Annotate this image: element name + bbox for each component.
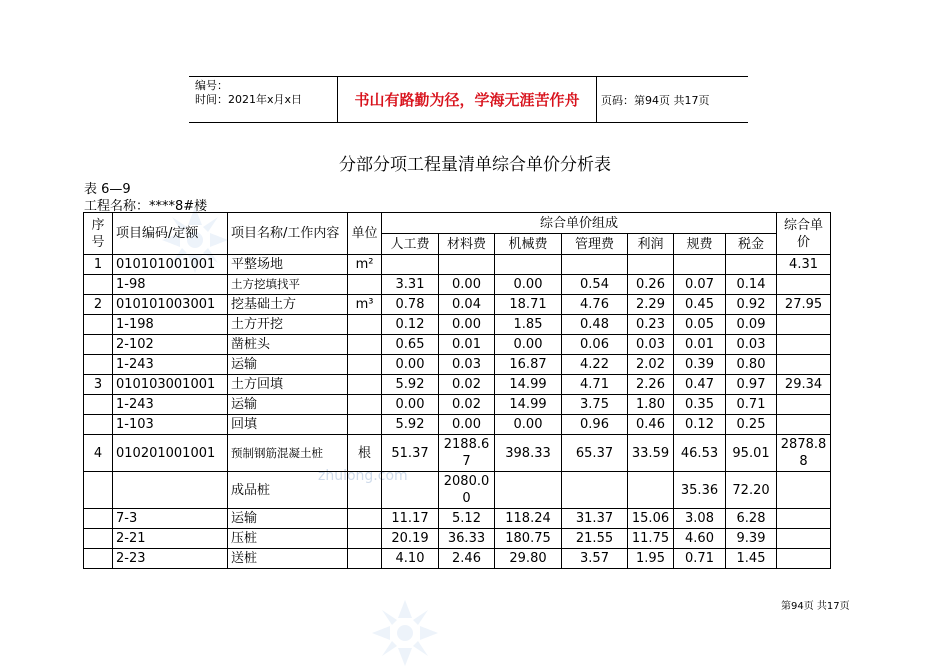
cell-seq: 3 (84, 375, 113, 395)
header-tax: 税金 (726, 234, 777, 255)
cell-machine: 29.80 (495, 549, 562, 569)
cell-management: 3.75 (562, 395, 628, 415)
cell-total (777, 415, 831, 435)
cell-fees: 3.08 (674, 509, 726, 529)
cell-tax: 72.20 (726, 472, 777, 509)
cell-management: 0.06 (562, 335, 628, 355)
cell-management: 0.48 (562, 315, 628, 335)
cell-total (777, 395, 831, 415)
header-seq: 序号 (84, 213, 113, 255)
cell-seq: 2 (84, 295, 113, 315)
cell-code: 2-23 (113, 549, 228, 569)
cell-tax: 0.97 (726, 375, 777, 395)
cell-fees: 35.36 (674, 472, 726, 509)
header-unit: 单位 (348, 213, 382, 255)
cell-fees: 0.39 (674, 355, 726, 375)
cell-code: 2-102 (113, 335, 228, 355)
header-left (195, 79, 302, 107)
cell-fees: 0.01 (674, 335, 726, 355)
table-row (84, 529, 831, 549)
cell-machine: 14.99 (495, 375, 562, 395)
cell-machine: 180.75 (495, 529, 562, 549)
code-label: 编号： (195, 79, 228, 92)
cell-seq (84, 315, 113, 335)
cell-code: 1-243 (113, 395, 228, 415)
cell-profit: 2.26 (628, 375, 674, 395)
cell-total (777, 355, 831, 375)
cell-unit (348, 375, 382, 395)
table-row (84, 375, 831, 395)
cell-profit (628, 472, 674, 509)
cell-tax: 0.92 (726, 295, 777, 315)
cell-machine (495, 472, 562, 509)
cell-code: 1-103 (113, 415, 228, 435)
header-total: 综合单价 (777, 213, 831, 255)
watermark-text: zhulong.com (318, 468, 408, 484)
cell-material: 0.04 (439, 295, 495, 315)
cell-code: 2-21 (113, 529, 228, 549)
cell-name: 压桩 (228, 529, 348, 549)
cell-tax: 0.09 (726, 315, 777, 335)
cell-material: 5.12 (439, 509, 495, 529)
cell-material: 0.03 (439, 355, 495, 375)
cell-profit: 1.95 (628, 549, 674, 569)
snowflake-watermark-icon (370, 598, 440, 668)
header-name: 项目名称/工作内容 (228, 213, 348, 255)
cell-code: 010201001001 (113, 435, 228, 472)
cell-fees: 4.60 (674, 529, 726, 549)
cell-management: 65.37 (562, 435, 628, 472)
table-row (84, 435, 831, 472)
time-label: 时间：2021年x月x日 (195, 93, 303, 106)
cell-tax: 9.39 (726, 529, 777, 549)
cell-name: 土方开挖 (228, 315, 348, 335)
cell-seq (84, 549, 113, 569)
cell-code (113, 472, 228, 509)
cell-material: 0.00 (439, 275, 495, 295)
cell-tax: 0.14 (726, 275, 777, 295)
cell-material: 0.02 (439, 375, 495, 395)
cell-management (562, 472, 628, 509)
cell-management: 3.57 (562, 549, 628, 569)
cell-management: 31.37 (562, 509, 628, 529)
cell-tax: 0.80 (726, 355, 777, 375)
cell-tax (726, 255, 777, 275)
table-row (84, 315, 831, 335)
cell-fees: 0.12 (674, 415, 726, 435)
cell-profit: 1.80 (628, 395, 674, 415)
cell-profit: 0.23 (628, 315, 674, 335)
cell-unit (348, 529, 382, 549)
cell-machine: 0.00 (495, 275, 562, 295)
cell-management: 4.76 (562, 295, 628, 315)
cell-machine: 14.99 (495, 395, 562, 415)
cell-profit: 33.59 (628, 435, 674, 472)
cell-name: 凿桩头 (228, 335, 348, 355)
cell-total (777, 549, 831, 569)
cell-seq (84, 509, 113, 529)
page-title: 分部分项工程量清单综合单价分析表 (339, 155, 611, 175)
cell-tax: 1.45 (726, 549, 777, 569)
cell-labor (382, 255, 439, 275)
cell-labor: 20.19 (382, 529, 439, 549)
cell-unit (348, 509, 382, 529)
cell-total (777, 509, 831, 529)
cell-unit (348, 472, 382, 509)
cell-total: 27.95 (777, 295, 831, 315)
cell-labor: 0.00 (382, 355, 439, 375)
cell-unit: m³ (348, 295, 382, 315)
table-row (84, 549, 831, 569)
cell-name: 回填 (228, 415, 348, 435)
cell-code: 1-198 (113, 315, 228, 335)
table-row (84, 275, 831, 295)
cell-management (562, 255, 628, 275)
page-footer: 第94页 共17页 (781, 601, 850, 612)
cell-seq (84, 472, 113, 509)
cell-labor: 5.92 (382, 415, 439, 435)
table-row (84, 355, 831, 375)
page-header (189, 76, 748, 123)
cell-unit: m² (348, 255, 382, 275)
table-row (84, 395, 831, 415)
table-number: 表 6—9 (84, 182, 131, 197)
cell-labor: 5.92 (382, 375, 439, 395)
cell-material: 2080.00 (439, 472, 495, 509)
cell-labor: 3.31 (382, 275, 439, 295)
cell-name: 运输 (228, 395, 348, 415)
price-analysis-table (83, 212, 831, 569)
cell-material (439, 255, 495, 275)
cell-material: 0.00 (439, 315, 495, 335)
cell-labor: 0.78 (382, 295, 439, 315)
cell-fees: 0.07 (674, 275, 726, 295)
cell-code: 7-3 (113, 509, 228, 529)
project-name: 工程名称：****8#楼 (84, 199, 208, 214)
cell-management: 4.22 (562, 355, 628, 375)
cell-machine: 0.00 (495, 415, 562, 435)
cell-seq: 1 (84, 255, 113, 275)
cell-fees: 0.47 (674, 375, 726, 395)
cell-seq (84, 395, 113, 415)
cell-tax: 0.03 (726, 335, 777, 355)
cell-profit: 15.06 (628, 509, 674, 529)
cell-labor: 0.00 (382, 395, 439, 415)
cell-total (777, 472, 831, 509)
cell-fees: 0.35 (674, 395, 726, 415)
cell-fees: 46.53 (674, 435, 726, 472)
cell-tax: 0.25 (726, 415, 777, 435)
cell-name: 运输 (228, 509, 348, 529)
cell-unit (348, 395, 382, 415)
cell-machine: 0.00 (495, 335, 562, 355)
cell-machine: 18.71 (495, 295, 562, 315)
cell-machine: 398.33 (495, 435, 562, 472)
header-profit: 利润 (628, 234, 674, 255)
table-body (84, 255, 831, 569)
header-fees: 规费 (674, 234, 726, 255)
table-row (84, 415, 831, 435)
cell-labor: 0.12 (382, 315, 439, 335)
cell-material: 0.00 (439, 415, 495, 435)
cell-management: 21.55 (562, 529, 628, 549)
cell-fees: 0.45 (674, 295, 726, 315)
cell-profit (628, 255, 674, 275)
table-row (84, 255, 831, 275)
cell-profit: 2.29 (628, 295, 674, 315)
cell-management: 0.96 (562, 415, 628, 435)
header-management: 管理费 (562, 234, 628, 255)
cell-code: 010101001001 (113, 255, 228, 275)
cell-tax: 6.28 (726, 509, 777, 529)
cell-management: 4.71 (562, 375, 628, 395)
cell-profit: 0.46 (628, 415, 674, 435)
cell-total: 2878.88 (777, 435, 831, 472)
cell-seq (84, 529, 113, 549)
header-material: 材料费 (439, 234, 495, 255)
cell-total (777, 315, 831, 335)
cell-name: 送桩 (228, 549, 348, 569)
cell-material: 0.02 (439, 395, 495, 415)
cell-tax: 95.01 (726, 435, 777, 472)
cell-unit (348, 315, 382, 335)
page-info: 页码：第94页 共17页 (601, 94, 710, 107)
cell-code: 010101003001 (113, 295, 228, 315)
cell-code: 010103001001 (113, 375, 228, 395)
cell-unit (348, 335, 382, 355)
cell-unit: 根 (348, 435, 382, 472)
cell-total (777, 335, 831, 355)
header-group: 综合单价组成 (382, 213, 777, 234)
cell-unit (348, 415, 382, 435)
cell-fees: 0.05 (674, 315, 726, 335)
cell-unit (348, 275, 382, 295)
cell-labor: 11.17 (382, 509, 439, 529)
header-labor: 人工费 (382, 234, 439, 255)
cell-name: 土方回填 (228, 375, 348, 395)
cell-profit: 0.26 (628, 275, 674, 295)
cell-material: 36.33 (439, 529, 495, 549)
table-row (84, 295, 831, 315)
cell-material: 2188.67 (439, 435, 495, 472)
cell-labor: 0.65 (382, 335, 439, 355)
cell-seq (84, 275, 113, 295)
cell-unit (348, 355, 382, 375)
cell-total (777, 529, 831, 549)
cell-seq (84, 415, 113, 435)
cell-seq (84, 335, 113, 355)
table-row (84, 472, 831, 509)
cell-labor: 51.37 (382, 435, 439, 472)
cell-profit: 11.75 (628, 529, 674, 549)
cell-machine: 118.24 (495, 509, 562, 529)
cell-total: 4.31 (777, 255, 831, 275)
cell-machine (495, 255, 562, 275)
cell-profit: 2.02 (628, 355, 674, 375)
cell-code: 1-243 (113, 355, 228, 375)
cell-name: 挖基础土方 (228, 295, 348, 315)
cell-tax: 0.71 (726, 395, 777, 415)
cell-labor: 4.10 (382, 549, 439, 569)
cell-name: 平整场地 (228, 255, 348, 275)
cell-code: 1-98 (113, 275, 228, 295)
table-row (84, 509, 831, 529)
header-code: 项目编码/定额 (113, 213, 228, 255)
cell-name: 运输 (228, 355, 348, 375)
cell-total: 29.34 (777, 375, 831, 395)
cell-seq: 4 (84, 435, 113, 472)
cell-total (777, 275, 831, 295)
cell-unit (348, 549, 382, 569)
cell-management: 0.54 (562, 275, 628, 295)
cell-labor (382, 472, 439, 509)
cell-seq (84, 355, 113, 375)
cell-name: 预制钢筋混凝土桩 (228, 435, 348, 472)
header-machine: 机械费 (495, 234, 562, 255)
cell-fees (674, 255, 726, 275)
table-row (84, 335, 831, 355)
motto-text: 书山有路勤为径，学海无涯苦作舟 (337, 77, 597, 122)
cell-profit: 0.03 (628, 335, 674, 355)
cell-name: 成品桩 (228, 472, 348, 509)
cell-fees: 0.71 (674, 549, 726, 569)
cell-machine: 16.87 (495, 355, 562, 375)
cell-material: 0.01 (439, 335, 495, 355)
cell-machine: 1.85 (495, 315, 562, 335)
cell-material: 2.46 (439, 549, 495, 569)
cell-name: 土方挖填找平 (228, 275, 348, 295)
